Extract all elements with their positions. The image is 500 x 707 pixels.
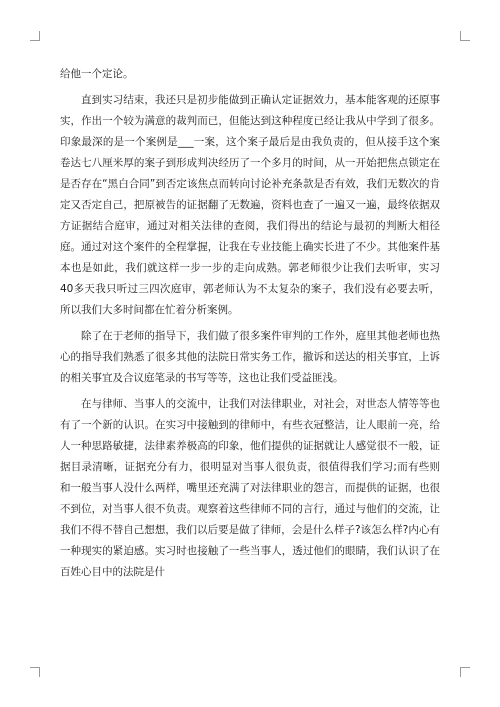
crop-mark-top-left (30, 31, 40, 41)
paragraph-1: 给他一个定论。 (60, 68, 134, 80)
crop-mark-bottom-left (30, 667, 40, 677)
paragraph-2: 直到实习结束，我还只是初步能做到正确认定证据效力，基本能客观的还原事实，作出一个较为满意的裁判而已，但能达到这种程度已经让我从中学到了很多。印象最深的是一个案例是___一案，这个案子最后是由我负责的，但从接手这个案卷达七八厘米厚的案子到形成判决经历了一个多月的时间，从一开始把焦点锁定在是否存在“黑白合同”到否定该焦点而转向讨论补充条款是否有效，我们无数次的肯定又否定自己，把原被告的证据翻了无数遍，资料也查了一遍又一遍，最终依据双方证据结合庭审，通过对相关法律的查阅，我们得出的结论与最初的判断大相径庭。通过对这个案件的全程掌握，让我在专业技能上确实长进了不少。其他案件基本也是如此，我们就这样一步一步的走向成熟。郭老师很少让我们去听审，实习40多天我只听过三四次庭审，郭老师认为不太复杂的案子，我们没有必要去听，所以我们大多时间都在忙着分析案例。 (60, 94, 440, 316)
crop-mark-bottom-right (460, 667, 470, 677)
crop-mark-top-right (460, 31, 470, 41)
document-body (60, 64, 440, 588)
paragraph-4: 在与律师、当事人的交流中，让我们对法律职业，对社会，对世态人情等等也有了一个新的认识。在实习中接触到的律师中，有些衣冠整洁，让人眼前一亮，给人一种思路敏捷，法律素养极高的印象，他们提供的证据就让人感觉很不一般，证据目录清晰，证据充分有力，很明显对当事人很负责，很值得我们学习;而有些则和一般当事人没什么两样，嘴里还充满了对法律职业的怨言，而提供的证据，也很不到位，对当事人很不负责。观察着这些律师不同的言行，通过与他们的交流，让我们不得不替自己想想，我们以后要是做了律师，会是什么样子?该怎么样?内心有一种现实的紧迫感。实习时也接触了一些当事人，透过他们的眼睛，我们认识了在百姓心目中的法院是什 (60, 398, 440, 578)
paragraph-3: 除了在于老师的指导下，我们做了很多案件审判的工作外，庭里其他老师也热心的指导我们熟悉了很多其他的法院日常实务工作，撤诉和送达的相关事宜，上诉的相关事宜及合议庭笔录的书写等等，这也让我们受益匪浅。 (60, 330, 440, 384)
